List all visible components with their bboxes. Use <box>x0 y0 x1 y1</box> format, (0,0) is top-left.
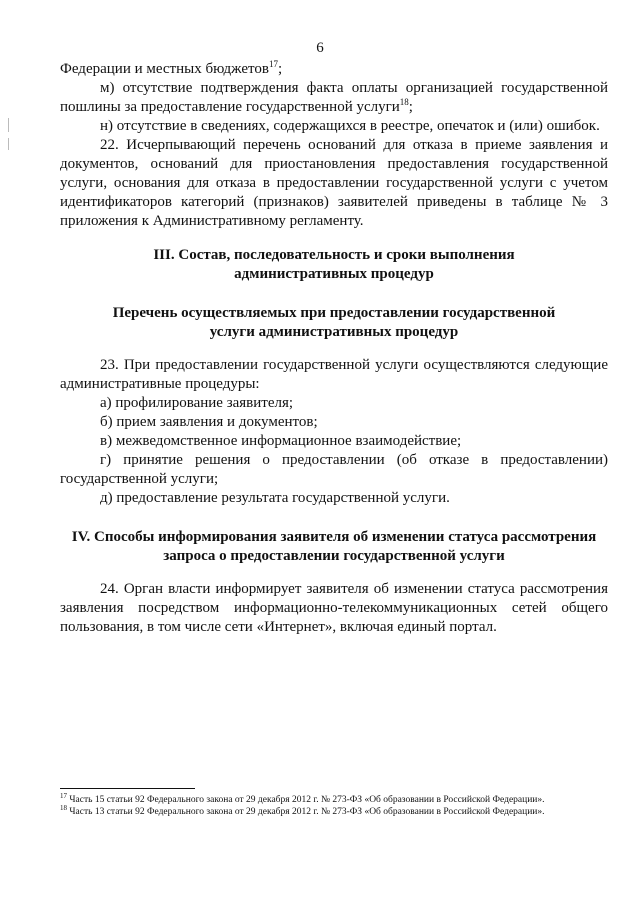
heading-line: услуги административных процедур <box>209 324 459 340</box>
footnote-ref: 17 <box>268 59 278 69</box>
footnote-mark: 17 <box>60 791 67 800</box>
list-item-v: в) межведомственное информационное взаимодействие; <box>100 433 462 449</box>
footnote-17 <box>60 791 608 806</box>
heading-line: IV. Способы информирования заявителя об изменении статуса рассмотрения <box>71 529 597 545</box>
heading-line: Перечень осуществляемых при предоставлении государственной <box>112 305 556 321</box>
paragraph-item-n: н) отсутствие в сведениях, содержащихся в реестре, опечаток и (или) ошибок. <box>100 118 600 134</box>
paragraph-item-m <box>60 79 608 117</box>
paragraph-tail: ; <box>408 99 413 115</box>
paragraph-text: м) отсутствие подтверждения факта оплаты организацией государственной пошлины за предоставление государственной услуги <box>60 80 608 115</box>
paragraph-tail: ; <box>277 61 283 77</box>
heading-line: запроса о предоставлении государственной услуги <box>163 548 505 564</box>
footnotes <box>60 791 608 818</box>
list-item-g: г) принятие решения о предоставлении (об отказе в предоставлении) государственной услуги; <box>60 452 608 487</box>
footnote-separator <box>60 788 195 789</box>
list-item-b: б) прием заявления и документов; <box>100 414 318 430</box>
scan-edge-mark <box>8 138 9 150</box>
heading-line: III. Состав, последовательность и сроки выполнения <box>153 247 515 263</box>
footnote-mark: 18 <box>60 803 67 812</box>
paragraph-24: 24. Орган власти информирует заявителя об изменении статуса рассмотрения заявления посредством информационно-телекоммуникационных сетей общего пользования, в том числе сети «Интернет», включая единый портал. <box>60 581 608 635</box>
paragraph-text: Федерации и местных бюджетов <box>60 61 269 77</box>
footnote-ref: 18 <box>399 97 409 107</box>
scan-edge-mark <box>8 118 9 132</box>
footnote-text: Часть 15 статьи 92 Федерального закона от 29 декабря 2012 г. № 273-ФЗ «Об образовании в Российской Федерации». <box>67 795 545 805</box>
page-number: 6 <box>316 40 324 56</box>
list-item-d: д) предоставление результата государственной услуги. <box>100 490 450 506</box>
paragraph-continuation <box>60 60 608 79</box>
footnote-18 <box>60 803 608 818</box>
heading-line: административных процедур <box>234 266 434 282</box>
footnote-text: Часть 13 статьи 92 Федерального закона от 29 декабря 2012 г. № 273-ФЗ «Об образовании в Российской Федерации». <box>67 807 545 817</box>
section-heading-4 <box>60 528 608 566</box>
body-text <box>60 60 608 637</box>
paragraph-22: 22. Исчерпывающий перечень оснований для отказа в приеме заявления и документов, оснований для приостановления предоставления государственной услуги, основания для отказа в предоставлении государственной услуги с учетом идентификаторов категорий (признаков) заявителей приведены в таблице № 3 приложения к Административному регламенту. <box>60 137 608 229</box>
paragraph-23: 23. При предоставлении государственной услуги осуществляются следующие административные процедуры: <box>60 357 608 392</box>
subsection-heading <box>60 304 608 342</box>
list-item-a: а) профилирование заявителя; <box>100 395 294 411</box>
section-heading-3 <box>60 246 608 284</box>
